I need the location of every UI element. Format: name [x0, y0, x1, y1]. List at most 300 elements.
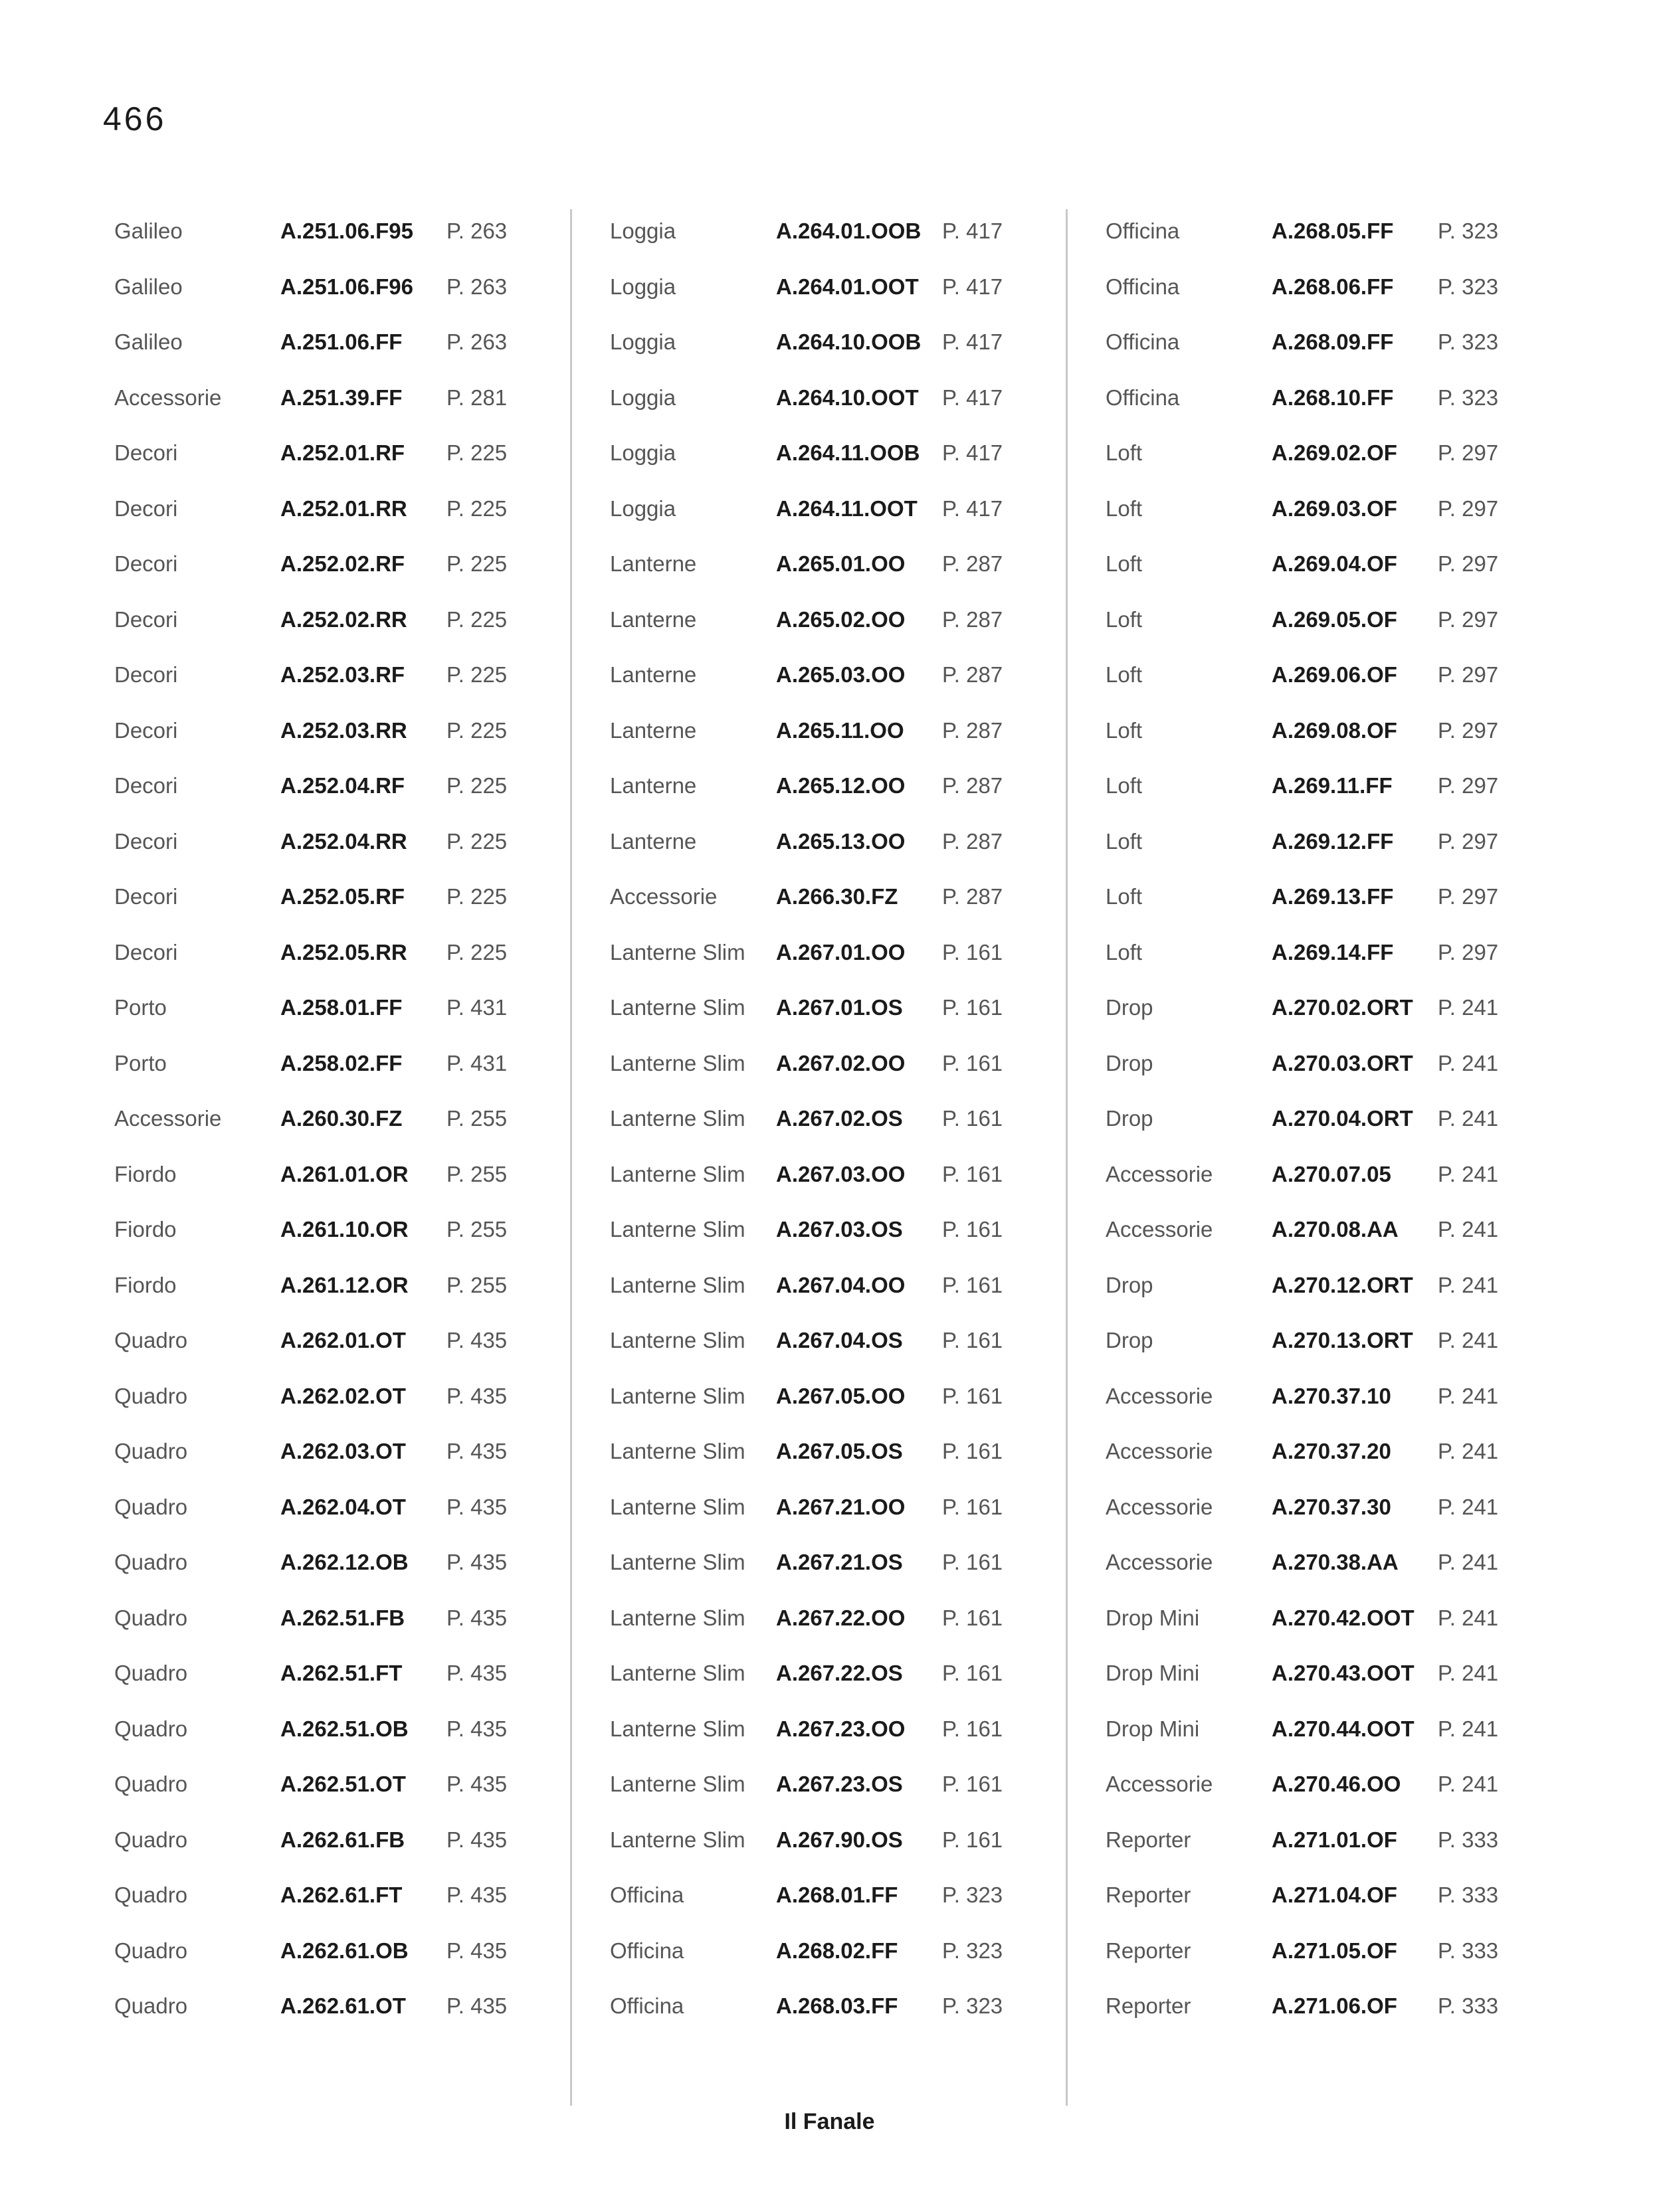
- index-row: [114, 1651, 593, 1707]
- index-row: [610, 1374, 1088, 1430]
- product-family: Decori: [114, 773, 178, 798]
- product-family: Accessorie: [610, 884, 718, 909]
- index-row: [1106, 1152, 1584, 1208]
- page-reference: P. 255: [446, 1161, 508, 1186]
- product-code: A.252.05.RF: [280, 884, 405, 909]
- product-code: A.262.51.OT: [280, 1772, 406, 1796]
- page-reference: P. 241: [1438, 1328, 1499, 1352]
- index-row: [114, 931, 593, 986]
- page-reference: P. 435: [446, 1550, 508, 1574]
- product-code: A.269.05.OF: [1272, 606, 1397, 632]
- product-code: A.268.10.FF: [1272, 385, 1394, 410]
- product-code: A.262.61.FT: [280, 1883, 403, 1907]
- page-reference: P. 333: [1438, 1993, 1499, 2018]
- product-family: Drop Mini: [1106, 1661, 1200, 1685]
- page-reference: P. 435: [446, 1716, 508, 1741]
- product-family: Lanterne: [610, 773, 697, 798]
- page-reference: P. 161: [942, 1605, 1003, 1630]
- product-code: A.269.12.FF: [1272, 828, 1394, 854]
- product-family: Accessorie: [1106, 1494, 1213, 1519]
- product-code: A.269.04.OF: [1272, 551, 1397, 576]
- product-family: Officina: [610, 1993, 684, 2018]
- product-code: A.267.23.OS: [776, 1772, 903, 1796]
- page-reference: P. 225: [446, 662, 508, 687]
- product-family: Fiordo: [114, 1217, 177, 1242]
- page-reference: P. 225: [446, 773, 508, 798]
- product-code: A.262.51.FT: [280, 1661, 403, 1685]
- index-row: [610, 431, 1088, 487]
- product-code: A.268.05.FF: [1272, 219, 1394, 243]
- product-code: A.264.10.OOB: [776, 329, 922, 354]
- product-code: A.264.01.OOB: [776, 219, 922, 243]
- product-family: Reporter: [1106, 1993, 1191, 2018]
- product-family: Galileo: [114, 329, 183, 354]
- index-row: [610, 1929, 1088, 1985]
- product-family: Loft: [1106, 551, 1143, 576]
- index-row: [114, 1097, 593, 1152]
- index-row: [1106, 1374, 1584, 1430]
- product-code: A.268.09.FF: [1272, 329, 1394, 354]
- index-row: [114, 542, 593, 598]
- product-family: Lanterne Slim: [610, 1050, 745, 1075]
- product-code: A.258.02.FF: [280, 1050, 403, 1075]
- product-code: A.269.11.FF: [1272, 773, 1393, 798]
- page-reference: P. 435: [446, 1827, 508, 1852]
- page-reference: P. 435: [446, 1993, 508, 2018]
- index-row: [1106, 709, 1584, 765]
- product-family: Accessorie: [114, 385, 222, 410]
- product-code: A.269.08.OF: [1272, 717, 1397, 743]
- page-reference: P. 287: [942, 606, 1003, 632]
- product-family: Quadro: [114, 1772, 188, 1796]
- product-code: A.268.01.FF: [776, 1883, 898, 1907]
- product-code: A.267.04.OO: [776, 1272, 906, 1297]
- product-code: A.270.46.OO: [1272, 1772, 1401, 1796]
- product-code: A.252.04.RF: [280, 773, 405, 798]
- index-row: [1106, 431, 1584, 487]
- page-reference: P. 161: [942, 1661, 1003, 1685]
- product-family: Drop: [1106, 995, 1153, 1020]
- product-code: A.267.23.OO: [776, 1716, 906, 1741]
- column-divider: [570, 209, 572, 2106]
- index-row: [114, 820, 593, 876]
- page-reference: P. 435: [446, 1383, 508, 1408]
- product-code: A.269.13.FF: [1272, 884, 1394, 909]
- index-row: [1106, 1540, 1584, 1596]
- page-reference: P. 255: [446, 1106, 508, 1131]
- product-family: Decori: [114, 884, 178, 909]
- product-code: A.270.37.10: [1272, 1383, 1391, 1408]
- page-reference: P. 241: [1438, 1217, 1499, 1242]
- product-code: A.251.06.F96: [280, 274, 413, 299]
- page-reference: P. 161: [942, 1550, 1003, 1574]
- product-code: A.252.02.RR: [280, 606, 407, 632]
- page-reference: P. 431: [446, 1050, 508, 1075]
- product-family: Quadro: [114, 1827, 188, 1852]
- product-family: Lanterne Slim: [610, 1772, 745, 1796]
- page-reference: P. 435: [446, 1661, 508, 1685]
- index-row: [1106, 1097, 1584, 1152]
- index-row: [610, 1208, 1088, 1263]
- product-family: Quadro: [114, 1439, 188, 1463]
- index-row: [1106, 1707, 1584, 1763]
- page-reference: P. 323: [942, 1883, 1003, 1907]
- page-reference: P. 297: [1438, 939, 1499, 965]
- product-family: Loft: [1106, 773, 1143, 798]
- product-code: A.264.01.OOT: [776, 274, 919, 299]
- product-family: Reporter: [1106, 1827, 1191, 1852]
- page-reference: P. 241: [1438, 1772, 1499, 1796]
- page-reference: P. 287: [942, 662, 1003, 687]
- index-row: [610, 1596, 1088, 1652]
- product-family: Reporter: [1106, 1938, 1191, 1963]
- product-family: Lanterne Slim: [610, 1494, 745, 1519]
- product-family: Loft: [1106, 662, 1143, 687]
- product-family: Drop: [1106, 1106, 1153, 1131]
- product-family: Officina: [1106, 329, 1180, 354]
- product-family: Lanterne Slim: [610, 1106, 745, 1131]
- product-code: A.262.61.OB: [280, 1938, 409, 1963]
- product-code: A.267.05.OS: [776, 1439, 903, 1463]
- product-code: A.265.12.OO: [776, 773, 906, 798]
- column-divider: [1066, 209, 1068, 2106]
- page-reference: P. 435: [446, 1328, 508, 1352]
- index-row: [114, 1984, 593, 2040]
- page-reference: P. 287: [942, 884, 1003, 909]
- page-reference: P. 161: [942, 1328, 1003, 1352]
- product-family: Lanterne Slim: [610, 995, 745, 1020]
- product-code: A.261.12.OR: [280, 1272, 409, 1297]
- product-family: Quadro: [114, 1661, 188, 1685]
- product-family: Loggia: [610, 219, 676, 243]
- index-row: [114, 764, 593, 820]
- index-row: [114, 1818, 593, 1874]
- page-reference: P. 255: [446, 1272, 508, 1297]
- index-row: [610, 1540, 1088, 1596]
- product-code: A.262.61.OT: [280, 1993, 406, 2018]
- page-reference: P. 161: [942, 1827, 1003, 1852]
- product-family: Quadro: [114, 1938, 188, 1963]
- product-family: Loft: [1106, 717, 1143, 743]
- product-code: A.262.04.OT: [280, 1494, 406, 1519]
- product-code: A.270.42.OOT: [1272, 1605, 1415, 1630]
- product-family: Decori: [114, 717, 178, 743]
- page-reference: P. 161: [942, 1106, 1003, 1131]
- product-code: A.252.02.RF: [280, 551, 405, 576]
- product-code: A.262.03.OT: [280, 1439, 406, 1463]
- page-reference: P. 225: [446, 884, 508, 909]
- product-code: A.262.02.OT: [280, 1383, 406, 1408]
- product-code: A.262.61.FB: [280, 1827, 405, 1852]
- page-reference: P. 297: [1438, 551, 1499, 576]
- page-reference: P. 435: [446, 1883, 508, 1907]
- page-reference: P. 225: [446, 551, 508, 576]
- product-code: A.251.06.FF: [280, 329, 403, 354]
- index-row: [610, 820, 1088, 876]
- page-reference: P. 281: [446, 385, 508, 410]
- index-row: [1106, 1429, 1584, 1485]
- product-code: A.262.01.OT: [280, 1328, 406, 1352]
- page-reference: P. 241: [1438, 1550, 1499, 1574]
- product-code: A.268.02.FF: [776, 1938, 898, 1963]
- page-reference: P. 241: [1438, 995, 1499, 1020]
- product-family: Loft: [1106, 440, 1143, 465]
- product-code: A.262.12.OB: [280, 1550, 409, 1574]
- product-family: Lanterne Slim: [610, 939, 745, 965]
- index-row: [1106, 1873, 1584, 1929]
- index-row: [1106, 653, 1584, 709]
- index-row: [610, 931, 1088, 986]
- index-row: [1106, 209, 1584, 265]
- product-family: Loft: [1106, 939, 1143, 965]
- product-family: Loggia: [610, 274, 676, 299]
- index-row: [114, 875, 593, 931]
- product-family: Quadro: [114, 1494, 188, 1519]
- index-row: [610, 1651, 1088, 1707]
- product-code: A.265.11.OO: [776, 717, 904, 743]
- product-family: Officina: [1106, 219, 1180, 243]
- product-family: Quadro: [114, 1550, 188, 1574]
- product-family: Quadro: [114, 1605, 188, 1630]
- product-code: A.271.05.OF: [1272, 1938, 1397, 1963]
- page-reference: P. 287: [942, 773, 1003, 798]
- page-reference: P. 225: [446, 606, 508, 632]
- page-reference: P. 225: [446, 828, 508, 854]
- product-code: A.267.01.OS: [776, 995, 903, 1020]
- product-family: Lanterne Slim: [610, 1161, 745, 1186]
- index-row: [610, 709, 1088, 765]
- product-family: Porto: [114, 995, 167, 1020]
- page-reference: P. 161: [942, 1217, 1003, 1242]
- page-reference: P. 255: [446, 1217, 508, 1242]
- product-family: Loft: [1106, 496, 1143, 521]
- product-family: Loggia: [610, 329, 676, 354]
- index-row: [114, 265, 593, 321]
- index-row: [1106, 1929, 1584, 1985]
- page-reference: P. 161: [942, 1716, 1003, 1741]
- index-row: [610, 1873, 1088, 1929]
- index-row: [114, 986, 593, 1042]
- index-row: [1106, 487, 1584, 543]
- page-reference: P. 435: [446, 1494, 508, 1519]
- product-family: Drop Mini: [1106, 1716, 1200, 1741]
- page-reference: P. 297: [1438, 773, 1499, 798]
- product-code: A.267.21.OO: [776, 1494, 906, 1519]
- product-code: A.270.12.ORT: [1272, 1272, 1413, 1297]
- product-code: A.270.07.05: [1272, 1161, 1391, 1186]
- product-family: Lanterne Slim: [610, 1661, 745, 1685]
- page-reference: P. 241: [1438, 1494, 1499, 1519]
- index-row: [610, 1042, 1088, 1097]
- page-reference: P. 241: [1438, 1106, 1499, 1131]
- index-row: [114, 431, 593, 487]
- page-reference: P. 323: [1438, 329, 1499, 354]
- product-family: Accessorie: [1106, 1161, 1213, 1186]
- index-row: [610, 542, 1088, 598]
- product-code: A.267.01.OO: [776, 939, 906, 965]
- index-row: [610, 1263, 1088, 1319]
- index-row: [610, 875, 1088, 931]
- product-family: Officina: [1106, 385, 1180, 410]
- index-row: [1106, 1984, 1584, 2040]
- product-family: Accessorie: [1106, 1550, 1213, 1574]
- product-code: A.268.03.FF: [776, 1993, 898, 2018]
- index-row: [610, 1152, 1088, 1208]
- page-reference: P. 297: [1438, 440, 1499, 465]
- product-family: Reporter: [1106, 1883, 1191, 1907]
- product-code: A.270.04.ORT: [1272, 1106, 1413, 1131]
- page-reference: P. 161: [942, 1772, 1003, 1796]
- page-reference: P. 161: [942, 1439, 1003, 1463]
- index-row: [1106, 265, 1584, 321]
- product-family: Accessorie: [1106, 1217, 1213, 1242]
- product-code: A.267.21.OS: [776, 1550, 903, 1574]
- product-code: A.271.06.OF: [1272, 1993, 1397, 2018]
- index-row: [114, 1929, 593, 1985]
- product-code: A.267.03.OO: [776, 1161, 906, 1186]
- page-reference: P. 225: [446, 496, 508, 521]
- product-code: A.251.06.F95: [280, 219, 413, 243]
- product-family: Decori: [114, 662, 178, 687]
- product-family: Accessorie: [1106, 1439, 1213, 1463]
- product-family: Lanterne: [610, 662, 697, 687]
- page-reference: P. 263: [446, 274, 508, 299]
- page-reference: P. 263: [446, 219, 508, 243]
- product-code: A.264.10.OOT: [776, 385, 919, 410]
- index-row: [114, 1596, 593, 1652]
- product-code: A.267.22.OS: [776, 1661, 903, 1685]
- product-family: Lanterne: [610, 717, 697, 743]
- product-code: A.270.44.OOT: [1272, 1716, 1415, 1741]
- product-code: A.265.01.OO: [776, 551, 906, 576]
- product-code: A.269.02.OF: [1272, 440, 1397, 465]
- index-row: [114, 709, 593, 765]
- product-code: A.267.03.OS: [776, 1217, 903, 1242]
- index-row: [114, 1429, 593, 1485]
- page-reference: P. 417: [942, 496, 1003, 521]
- product-family: Lanterne Slim: [610, 1383, 745, 1408]
- product-code: A.267.02.OS: [776, 1106, 903, 1131]
- product-family: Loft: [1106, 828, 1143, 854]
- index-row: [610, 376, 1088, 432]
- product-family: Officina: [1106, 274, 1180, 299]
- page-number: 466: [103, 100, 167, 138]
- index-row: [1106, 1596, 1584, 1652]
- product-code: A.265.13.OO: [776, 828, 906, 854]
- product-family: Drop Mini: [1106, 1605, 1200, 1630]
- index-row: [610, 1707, 1088, 1763]
- index-row: [1106, 1042, 1584, 1097]
- product-code: A.258.01.FF: [280, 995, 403, 1020]
- product-family: Lanterne Slim: [610, 1217, 745, 1242]
- page-reference: P. 225: [446, 939, 508, 965]
- product-family: Decori: [114, 606, 178, 632]
- product-code: A.251.39.FF: [280, 385, 403, 410]
- product-code: A.270.03.ORT: [1272, 1050, 1413, 1075]
- page-reference: P. 241: [1438, 1383, 1499, 1408]
- page-reference: P. 161: [942, 1494, 1003, 1519]
- product-code: A.252.03.RR: [280, 717, 407, 743]
- product-family: Decori: [114, 828, 178, 854]
- product-code: A.267.05.OO: [776, 1383, 906, 1408]
- product-family: Galileo: [114, 219, 183, 243]
- product-family: Lanterne Slim: [610, 1827, 745, 1852]
- index-row: [1106, 875, 1584, 931]
- product-family: Loggia: [610, 440, 676, 465]
- page-reference: P. 287: [942, 551, 1003, 576]
- page-reference: P. 333: [1438, 1938, 1499, 1963]
- index-row: [610, 1485, 1088, 1541]
- page-reference: P. 297: [1438, 606, 1499, 632]
- product-code: A.252.01.RF: [280, 440, 405, 465]
- index-row: [114, 1707, 593, 1763]
- product-family: Lanterne: [610, 606, 697, 632]
- footer-brand: Il Fanale: [784, 2109, 875, 2134]
- product-family: Loft: [1106, 606, 1143, 632]
- page-reference: P. 161: [942, 1161, 1003, 1186]
- page-reference: P. 287: [942, 828, 1003, 854]
- product-code: A.265.02.OO: [776, 606, 906, 632]
- index-row: [610, 320, 1088, 376]
- index-row: [1106, 376, 1584, 432]
- product-code: A.267.04.OS: [776, 1328, 903, 1352]
- index-row: [1106, 764, 1584, 820]
- page-reference: P. 287: [942, 717, 1003, 743]
- product-family: Lanterne Slim: [610, 1605, 745, 1630]
- page-reference: P. 241: [1438, 1272, 1499, 1297]
- product-family: Lanterne Slim: [610, 1439, 745, 1463]
- page-reference: P. 417: [942, 329, 1003, 354]
- index-row: [114, 1263, 593, 1319]
- page-reference: P. 241: [1438, 1605, 1499, 1630]
- product-family: Loggia: [610, 496, 676, 521]
- page-reference: P. 417: [942, 274, 1003, 299]
- index-row: [610, 265, 1088, 321]
- index-row: [1106, 542, 1584, 598]
- product-family: Porto: [114, 1050, 167, 1075]
- page-reference: P. 161: [942, 1383, 1003, 1408]
- page-reference: P. 323: [942, 1993, 1003, 2018]
- product-code: A.260.30.FZ: [280, 1106, 403, 1131]
- index-row: [610, 1984, 1088, 2040]
- index-row: [1106, 598, 1584, 654]
- product-family: Lanterne Slim: [610, 1328, 745, 1352]
- index-row: [114, 1762, 593, 1818]
- page-reference: P. 297: [1438, 717, 1499, 743]
- page-reference: P. 241: [1438, 1050, 1499, 1075]
- product-code: A.264.11.OOT: [776, 496, 918, 521]
- product-code: A.261.10.OR: [280, 1217, 409, 1242]
- product-family: Lanterne: [610, 551, 697, 576]
- index-row: [1106, 820, 1584, 876]
- index-row: [114, 1873, 593, 1929]
- product-family: Loggia: [610, 385, 676, 410]
- index-row: [610, 1097, 1088, 1152]
- product-code: A.267.90.OS: [776, 1827, 903, 1852]
- page-reference: P. 435: [446, 1772, 508, 1796]
- product-code: A.270.13.ORT: [1272, 1328, 1413, 1352]
- index-row: [610, 209, 1088, 265]
- index-row: [114, 1208, 593, 1263]
- product-family: Quadro: [114, 1883, 188, 1907]
- index-row: [114, 1485, 593, 1541]
- index-row: [1106, 1762, 1584, 1818]
- product-code: A.252.05.RR: [280, 939, 407, 965]
- page-reference: P. 241: [1438, 1661, 1499, 1685]
- index-row: [610, 986, 1088, 1042]
- index-row: [114, 209, 593, 265]
- product-code: A.262.51.OB: [280, 1716, 409, 1741]
